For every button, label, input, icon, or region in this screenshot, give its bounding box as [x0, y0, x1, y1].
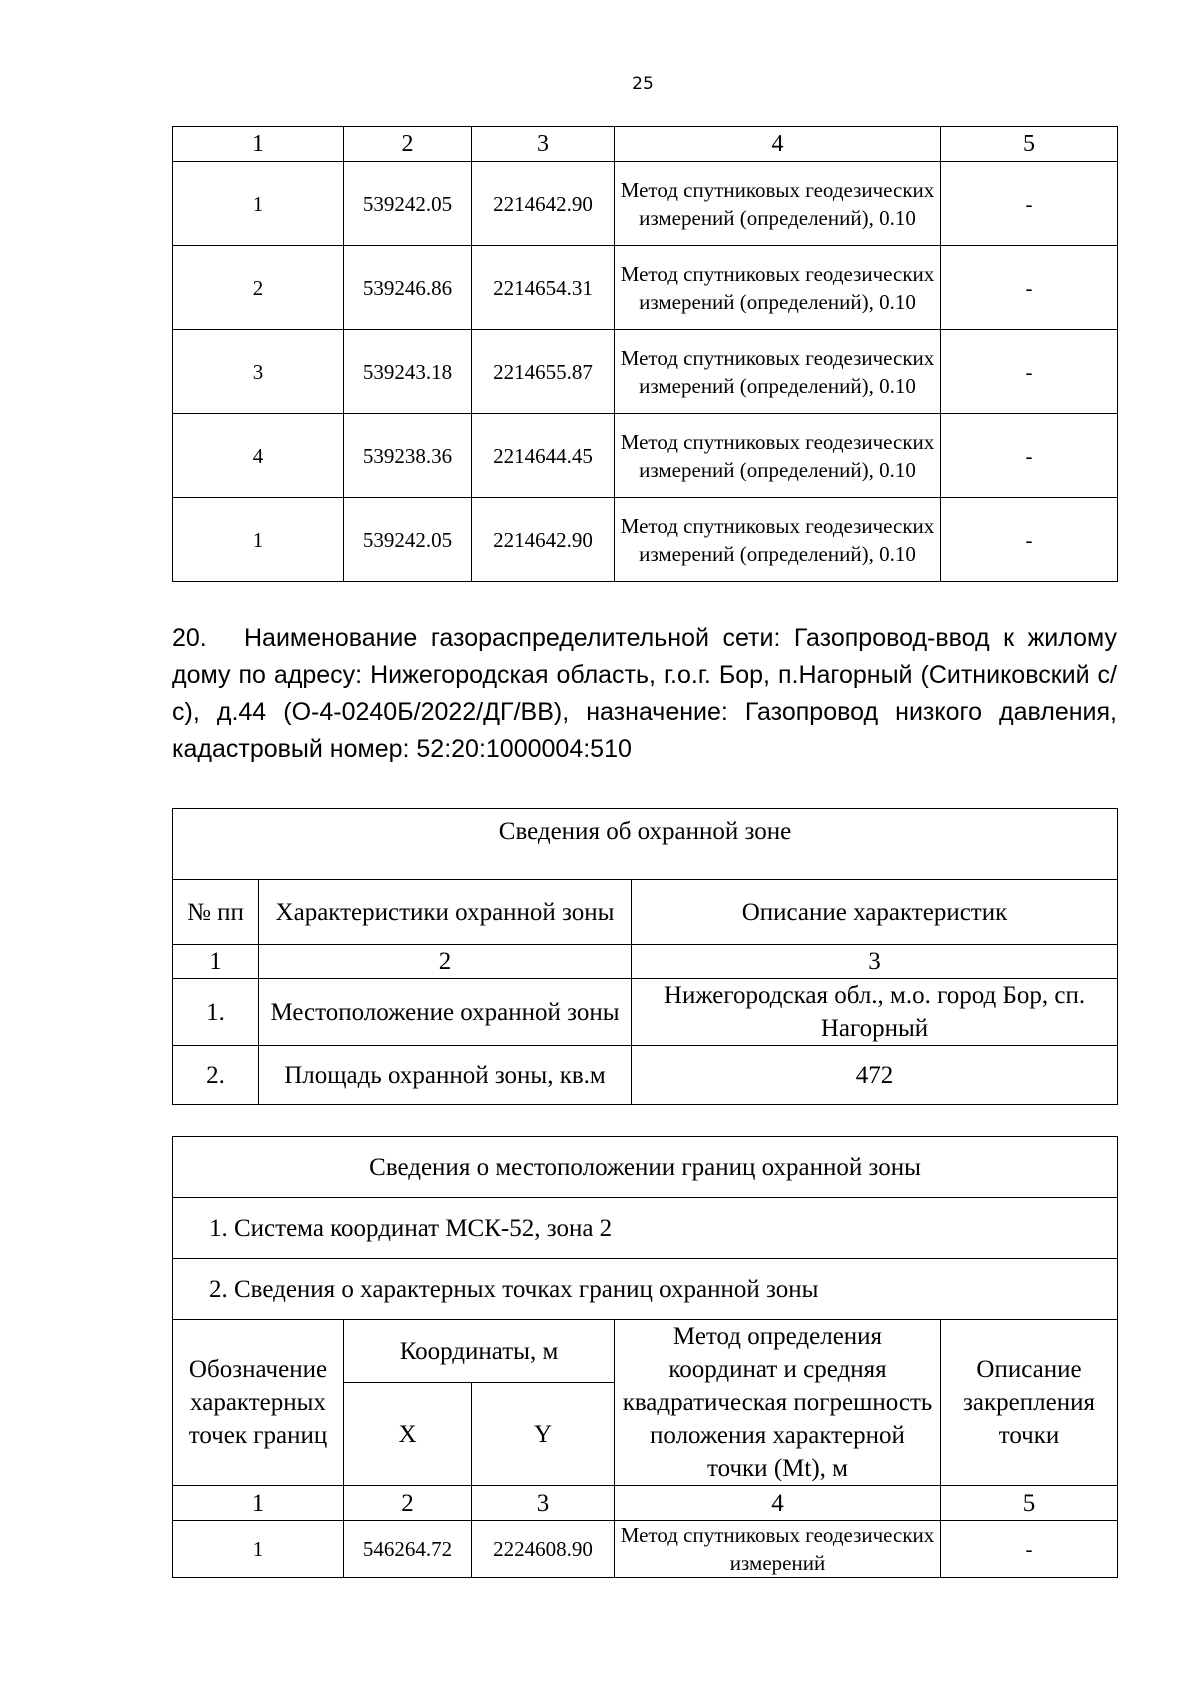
- fixing-description: -: [941, 162, 1118, 246]
- protection-zone-info-table: [172, 808, 1118, 1105]
- header-method: Метод определения координат и средняя квадратическая погрешность положения характерной точки (Mt), м: [615, 1320, 941, 1486]
- table-row: [173, 330, 1118, 414]
- fixing-description: -: [941, 414, 1118, 498]
- points-title: 2. Сведения о характерных точках границ охранной зоны: [173, 1259, 1118, 1320]
- coord-y: 2214642.90: [472, 162, 615, 246]
- index-row: [173, 1486, 1118, 1521]
- fixing-description: -: [941, 246, 1118, 330]
- table-row: [173, 1521, 1118, 1578]
- method-cell: Метод спутниковых геодезических измерений (определений), 0.10: [615, 414, 941, 498]
- index-row: [173, 945, 1118, 979]
- section-text: Наименование газораспределительной сети: Газопровод-ввод к жилому дому по адресу: Нижегородская область, г.о.г. Бор, п.Нагорный (Ситниковский с/с), д.44 (О-4-0240Б/2022/ДГ/ВВ), назначение: Газопровод низкого давления, кадастровый номер: 52:20:1000004:510: [172, 624, 1117, 763]
- fixing-description: -: [941, 330, 1118, 414]
- table-header-row: [173, 1320, 1118, 1383]
- fixing-description: -: [941, 1521, 1118, 1578]
- coord-y: 2214642.90: [472, 498, 615, 582]
- method-cell: Метод спутниковых геодезических измерений (определений), 0.10: [615, 246, 941, 330]
- header-cell: Характеристики охранной зоны: [259, 880, 632, 945]
- table-row: [173, 979, 1118, 1046]
- point-number: 1: [173, 162, 344, 246]
- coordinates-table-continued: [172, 126, 1118, 582]
- coord-x: 539238.36: [344, 414, 472, 498]
- coord-x: 546264.72: [344, 1521, 472, 1578]
- point-number: 3: [173, 330, 344, 414]
- header-coordinates: Координаты, м: [344, 1320, 615, 1383]
- table-row: [173, 246, 1118, 330]
- index-cell: 2: [259, 945, 632, 979]
- coord-x: 539243.18: [344, 330, 472, 414]
- point-number: 1: [173, 498, 344, 582]
- header-cell: 5: [941, 127, 1118, 162]
- characteristic-name: Площадь охранной зоны, кв.м: [259, 1046, 632, 1105]
- coord-y: 2214644.45: [472, 414, 615, 498]
- method-cell: Метод спутниковых геодезических измерений (определений), 0.10: [615, 330, 941, 414]
- coord-y: 2214654.31: [472, 246, 615, 330]
- section-number: 20.: [172, 624, 207, 652]
- row-number: 2.: [173, 1046, 259, 1105]
- section-paragraph: [172, 620, 1117, 768]
- coord-x: 539246.86: [344, 246, 472, 330]
- header-cell: 2: [344, 127, 472, 162]
- index-cell: 1: [173, 1486, 344, 1521]
- table-row: [173, 414, 1118, 498]
- characteristic-value: Нижегородская обл., м.о. город Бор, сп. Нагорный: [632, 979, 1118, 1046]
- zone-boundaries-table: [172, 1136, 1118, 1578]
- characteristic-value: 472: [632, 1046, 1118, 1105]
- method-cell: Метод спутниковых геодезических измерений (определений), 0.10: [615, 162, 941, 246]
- header-y: Y: [472, 1383, 615, 1486]
- coord-y: 2224608.90: [472, 1521, 615, 1578]
- point-number: 1: [173, 1521, 344, 1578]
- header-cell: 4: [615, 127, 941, 162]
- header-cell: 3: [472, 127, 615, 162]
- row-number: 1.: [173, 979, 259, 1046]
- header-description: Описание закрепления точки: [941, 1320, 1118, 1486]
- table-title-row: [173, 1137, 1118, 1198]
- table-title: Сведения о местоположении границ охранной зоны: [173, 1137, 1118, 1198]
- point-number: 2: [173, 246, 344, 330]
- table-row: [173, 162, 1118, 246]
- coord-x: 539242.05: [344, 498, 472, 582]
- points-title-row: [173, 1259, 1118, 1320]
- header-x: X: [344, 1383, 472, 1486]
- characteristic-name: Местоположение охранной зоны: [259, 979, 632, 1046]
- header-points: Обозначение характерных точек границ: [173, 1320, 344, 1486]
- coord-y: 2214655.87: [472, 330, 615, 414]
- method-cell: Метод спутниковых геодезических измерений (определений), 0.10: [615, 498, 941, 582]
- header-cell: № пп: [173, 880, 259, 945]
- coordinate-system-row: [173, 1198, 1118, 1259]
- coordinate-system: 1. Система координат МСК-52, зона 2: [173, 1198, 1118, 1259]
- index-cell: 2: [344, 1486, 472, 1521]
- index-cell: 4: [615, 1486, 941, 1521]
- table-title: Сведения об охранной зоне: [173, 809, 1118, 880]
- header-cell: Описание характеристик: [632, 880, 1118, 945]
- index-cell: 5: [941, 1486, 1118, 1521]
- page-number: 25: [632, 74, 654, 94]
- fixing-description: -: [941, 498, 1118, 582]
- table-row: [173, 498, 1118, 582]
- index-cell: 1: [173, 945, 259, 979]
- method-cell: Метод спутниковых геодезических измерений: [615, 1521, 941, 1578]
- header-cell: 1: [173, 127, 344, 162]
- coord-x: 539242.05: [344, 162, 472, 246]
- index-cell: 3: [472, 1486, 615, 1521]
- table-header-row: [173, 880, 1118, 945]
- index-cell: 3: [632, 945, 1118, 979]
- table-row: [173, 1046, 1118, 1105]
- point-number: 4: [173, 414, 344, 498]
- table-title-row: [173, 809, 1118, 880]
- table-header-row: [173, 127, 1118, 162]
